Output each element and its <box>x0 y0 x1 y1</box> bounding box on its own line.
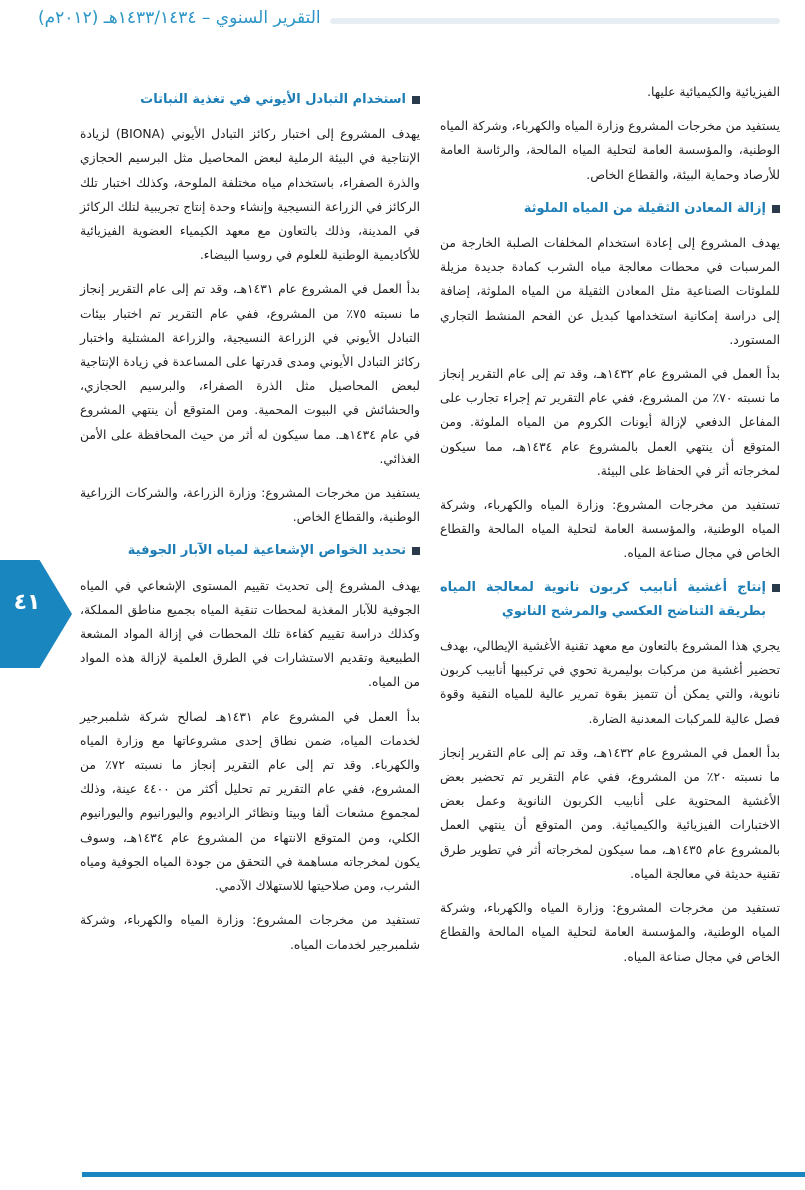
right-column <box>440 80 780 979</box>
paragraph: يستفيد من مخرجات المشروع: وزارة الزراعة، والشركات الزراعية الوطنية، والقطاع الخاص. <box>80 486 420 525</box>
section-heading <box>80 539 420 563</box>
section-heading <box>440 197 780 221</box>
paragraph: يهدف المشروع إلى تحديث تقييم المستوى الإشعاعي في المياه الجوفية للآبار المغذية لمحطات تنقية المياه بجميع مناطق المملكة، وكذلك دراسة تقييم كفاءة تلك المحطات في إزالة المواد المشعة الطبيعية وتقديم الاستشارات في الطرق العلمية لإزالة هذه المواد من المياه. <box>80 578 420 690</box>
paragraph: يستفيد من مخرجات المشروع وزارة المياه والكهرباء، وشركة المياه الوطنية، والمؤسسة العامة لتحلية المياه المالحة، والرئاسة العامة للأرصاد وحماية البيئة، والقطاع الخاص. <box>439 119 780 182</box>
section-heading-text: إنتاج أغشية أنابيب كربون نانوية لمعالجة المياه بطريقة التناضح العكسي والمرشح النانوي <box>440 579 766 619</box>
paragraph: بدأ العمل في المشروع عام ١٤٣٢هـ، وقد تم إلى عام التقرير إنجاز ما نسبته ٢٠٪ من المشروع، ففي عام التقرير تم تحضير بعض الأغشية المحتوية على أنابيب الكربون النانوية وعمل بعض الاختبارات الفيزيائية والكيميائية. ومن المتوقع أن ينتهي العمل بالمشروع عام ١٤٣٥هـ، مما سيكون لمخرجاته أثر في تطوير طرق تقنية حديثة في معالجة المياه. <box>440 745 781 881</box>
section-heading-text: تحديد الخواص الإشعاعية لمياه الآبار الجوفية <box>127 543 406 559</box>
bullet-square-icon <box>412 547 420 555</box>
paragraph: بدأ العمل في المشروع عام ١٤٣٢هـ، وقد تم إلى عام التقرير إنجاز ما نسبته ٧٠٪ من المشروع، ففي عام التقرير تم إجراء تجارب على المفاعل الدفعي لإزالة أيونات الكروم من المياه الملوثة. ومن المتوقع أن ينتهي العمل بالمشروع عام ١٤٣٤هـ، مما سيكون لمخرجاته أثر في الحفاظ على البيئة. <box>440 367 781 478</box>
left-column <box>80 80 420 967</box>
paragraph: يهدف المشروع إلى إعادة استخدام المخلفات الصلبة الخارجة من المرسبات في محطات معالجة مياه الشرب كمادة جديدة مزيلة للملوثات الصناعية مثل المعادن الثقيلة من المياه الملوثة، إضافة إلى دراسة إمكانية استخدامها كبديل عن الفحم المنشط التجاري المستورد. <box>440 236 780 347</box>
section-heading <box>440 576 780 624</box>
header-rule <box>330 18 780 24</box>
footer-rule <box>82 1172 805 1177</box>
paragraph: بدأ العمل في المشروع عام ١٤٣١هـ لصالح شركة شلمبرجير لخدمات المياه، ضمن نطاق إحدى مشروعاتها مع وزارة المياه والكهرباء. وقد تم إلى عام التقرير إنجاز ما نسبته ٧٢٪ من المشروع، ففي عام التقرير تم تحليل أكثر من ٤٤٠٠ عينة، وذلك لمجموع مشعات ألفا وبيتا ونظائر الراديوم واليورانيوم واليورانيوم الكلي، ومن المتوقع الانتهاء من المشروع عام ١٤٣٤هـ، وسوف يكون لمخرجاته مساهمة في التحقق من جودة المياه الجوفية ومياه الشرب، ومن صلاحيتها للاستهلاك الآدمي. <box>80 709 420 894</box>
paragraph: تستفيد من مخرجات المشروع: وزارة المياه والكهرباء، وشركة شلمبرجير لخدمات المياه. <box>80 913 420 952</box>
section-heading <box>80 88 420 112</box>
paragraph: تستفيد من مخرجات المشروع: وزارة المياه والكهرباء، وشركة المياه الوطنية، والمؤسسة العامة لتحلية المياه المالحة والقطاع الخاص في مجال صناعة المياه. <box>440 901 780 964</box>
paragraph: تستفيد من مخرجات المشروع: وزارة المياه والكهرباء، وشركة المياه الوطنية، والمؤسسة العامة لتحلية المياه المالحة والقطاع الخاص في مجال صناعة المياه. <box>440 498 780 561</box>
paragraph: يجري هذا المشروع بالتعاون مع معهد تقنية الأغشية الإيطالي، بهدف تحضير أغشية من مركبات بوليمرية تحوي في تركيبها أنابيب كربون نانوية، والتي يمكن أن تتميز بقوة تمرير عالية للمياه النقية وقوة فصل عالية للمركبات المعدنية الضارة. <box>440 639 780 726</box>
bullet-square-icon <box>412 96 420 104</box>
paragraph: بدأ العمل في المشروع عام ١٤٣١هـ، وقد تم إلى عام التقرير إنجاز ما نسبته ٧٥٪ من المشروع، ففي عام التقرير تم اختبار بيئات التبادل الأيوني في الزراعة النسيجية، والزراعة المشتلية واختبار ركائز التبادل الأيوني ومدى قدرتها على المساعدة في زيادة الإنتاجية لبعض المحاصيل مثل الذرة الصفراء، والبرسيم الحجازي، والحشائش في البيوت المحمية. ومن المتوقع أن ينتهي المشروع في عام ١٤٣٤هـ. مما سيكون له أثر من حيث المحافظة على الأمن الغذائي. <box>80 282 421 466</box>
section-heading-text: إزالة المعادن الثقيلة من المياه الملوثة <box>523 200 766 216</box>
page-header <box>0 0 805 38</box>
paragraph: يهدف المشروع إلى اختبار ركائز التبادل الأيوني (BIONA) لزيادة الإنتاجية في البيئة الرملية لبعض المحاصيل مثل البرسيم الحجازي والذرة الصفراء، باستخدام مياه مختلفة الملوحة، وكذلك اختبار تلك الركائز في الزراعة النسيجية وإنشاء وحدة إنتاج تجريبية لتلك الركائز في المدينة، وذلك بالتعاون مع معهد الكيمياء العضوية الفيزيائية للأكاديمية الوطنية للعلوم في روسيا البيضاء. <box>80 127 421 263</box>
header-title: التقرير السنوي – ١٤٣٣/١٤٣٤هـ (٢٠١٢م) <box>38 8 321 28</box>
page-number: ٤١ <box>13 590 41 615</box>
bullet-square-icon <box>772 205 780 213</box>
bullet-square-icon <box>772 584 780 592</box>
paragraph: الفيزيائية والكيميائية عليها. <box>647 85 780 99</box>
section-heading-text: استخدام التبادل الأيوني في تغذية النباتات <box>140 92 406 107</box>
